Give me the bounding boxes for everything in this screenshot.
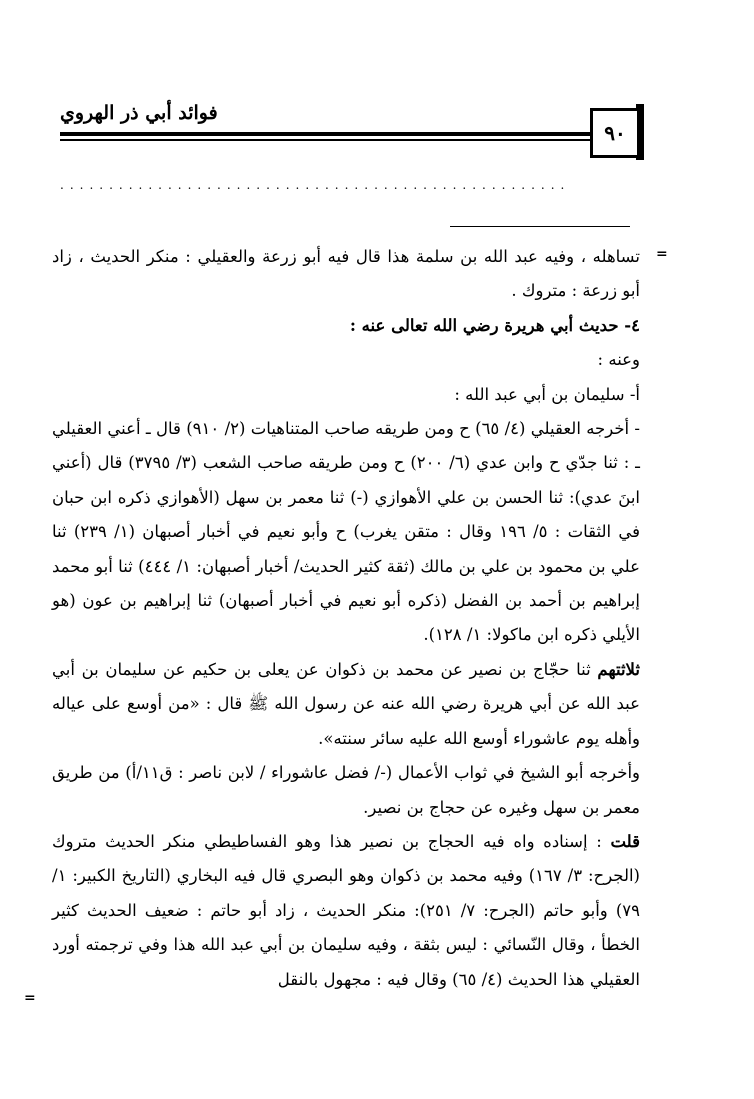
continuation-mark-top: = xyxy=(656,246,668,262)
footnote-rule xyxy=(450,226,630,227)
paragraph-text: ثنا حجّاج بن نصير عن محمد بن ذكوان عن يعلى بن حكيم عن سليمان بن أبي عبد الله عن أبي هريرة رضي الله عنه عن رسول الله ﷺ قال : «من أوسع على عياله وأهله يوم عاشوراء أوسع الله عليه سائر سنته». xyxy=(52,659,640,748)
paragraph-text: وعنه : xyxy=(597,350,640,370)
paragraph xyxy=(52,343,640,377)
footnote-body xyxy=(52,240,640,997)
paragraph-text: وأخرجه أبو الشيخ في ثواب الأعمال (-/ فضل عاشوراء / لابن ناصر : ق١١/أ) من طريق معمر بن سهل وغيره عن حجاج بن نصير. xyxy=(52,763,641,817)
header-rule-thick xyxy=(60,132,590,136)
paragraph-text: : إسناده واه فيه الحجاج بن نصير هذا وهو الفساطيطي منكر الحديث متروك (الجرح: ٣/ ١٦٧) وفيه محمد بن ذكوان وهو البصري قال فيه البخاري (التاريخ الكبير: ١/ ٧٩) وأبو حاتم (الجرح: ٧/ ٢٥١): منكر الحديث ، زاد أبو حاتم : ضعيف الحديث كثير الخطأ ، وقال النّسائي : ليس بثقة ، وفيه سليمان بن أبي عبد الله هذا وفي ترجمته أورد العقيلي هذا الحديث (٤/ ٦٥) وقال فيه : مجهول بالنقل xyxy=(52,831,640,989)
dotted-separator: .................................................... xyxy=(60,178,571,192)
paragraph-lead: قلت xyxy=(610,831,640,851)
paragraph xyxy=(52,309,640,343)
running-header-title: فوائد أبي ذر الهروي xyxy=(60,102,218,124)
paragraph-text: أ- سليمان بن أبي عبد الله : xyxy=(454,384,640,404)
continuation-mark-bottom: = xyxy=(24,990,36,1006)
page-number-box xyxy=(590,108,640,158)
page-number: ٩٠ xyxy=(604,121,626,145)
paragraph xyxy=(52,412,640,653)
paragraph xyxy=(52,653,640,756)
paragraph-lead: ثلاثتهم xyxy=(597,659,640,679)
paragraph-text: ٤- حديث أبي هريرة رضي الله تعالى عنه : xyxy=(349,315,640,335)
paragraph-text: تساهله ، وفيه عبد الله بن سلمة هذا قال فيه أبو زرعة والعقيلي : منكر الحديث ، زاد أبو زرعة : متروك . xyxy=(52,247,640,301)
paragraph xyxy=(52,756,640,825)
paragraph xyxy=(52,240,640,309)
paragraph-text: - أخرجه العقيلي (٤/ ٦٥) ح ومن طريقه صاحب المتناهيات (٢/ ٩١٠) قال ـ أعني العقيلي ـ : ثنا جدّي ح وابن عدي (٦/ ٢٠٠) ح ومن طريقه صاحب الشعب (٣/ ٣٧٩٥) قال (أعني ابنَ عدي): ثنا الحسن بن علي الأهوازي (-) ثنا معمر بن سهل (الأهوازي ذكره ابن حبان في الثقات : ٥/ ١٩٦ وقال : متقن يغرب) ح وأبو نعيم في أخبار أصبهان (١/ ٢٣٩) ثنا علي بن محمود بن علي بن مالك (ثقة كثير الحديث/ أخبار أصبهان: ١/ ٤٤٤) ثنا أبو محمد إبراهيم بن أحمد بن الفضل (ذكره أبو نعيم في أخبار أصبهان) ثنا إبراهيم بن عون (هو الأيلي ذكره ابن ماكولا: ١/ ١٢٨). xyxy=(52,419,641,645)
paragraph xyxy=(52,378,640,412)
header-rule-thin xyxy=(60,139,590,141)
paragraph xyxy=(52,825,640,997)
